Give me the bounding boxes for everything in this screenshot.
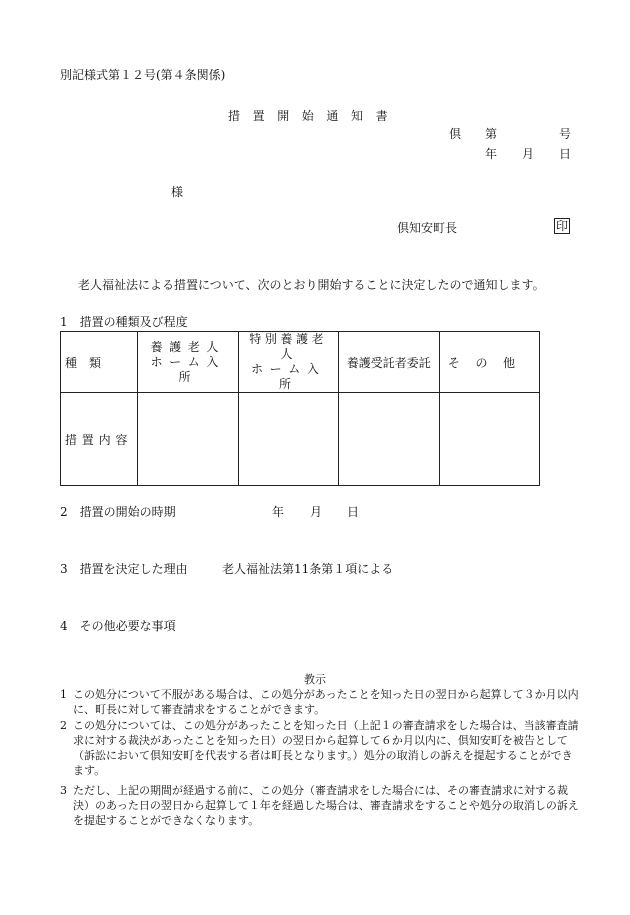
kyoji-item-3: [60, 783, 580, 828]
kyoji-item-num: 1: [60, 688, 67, 701]
cell-special-content: [238, 393, 339, 486]
row-label-type-text: 種 類: [65, 355, 102, 370]
sender-name: 倶知安町長: [397, 221, 458, 235]
section4-heading: 4 その他必要な事項: [60, 619, 176, 633]
kyoji-item-num: 3: [60, 784, 67, 797]
addressee-suffix: 様: [171, 185, 184, 199]
date-day: 日: [559, 147, 572, 161]
kyoji-item-text: この処分については、この処分があったことを知った日（上記１の審査請求をした場合は、当該審査請求に対する裁決があったことを知った日）の翌日から起算して６か月以内に、倶知安町を被告として（訴訟において倶知安町を代表する者は町長となります。）処分の取消しの訴えを提起することができます。: [73, 719, 579, 777]
kyoji-item-text: ただし、上記の期間が経過する前に、この処分（審査請求をした場合には、その審査請求に対する裁決）のあった日の翌日から起算して１年を経過した場合は、審査請求をすることや処分の取消しの訴えを提起することができなくなります。: [73, 784, 579, 827]
col-foster-care: 養護受託者委託: [339, 332, 440, 393]
section2-year: 年: [272, 505, 285, 519]
kyoji-item-text: この処分について不服がある場合は、この処分があったことを知った日の翌日から起算して３か月以内に、町長に対して審査請求をすることができます。: [73, 688, 579, 716]
date-year: 年: [485, 147, 498, 161]
section3-heading: 3 措置を決定した理由: [60, 562, 188, 576]
col-special-line2: ホーム入所: [251, 362, 326, 391]
section2-day: 日: [347, 505, 360, 519]
date-month: 月: [522, 147, 535, 161]
section2-heading: 2 措置の開始の時期: [60, 505, 176, 519]
col-nursing-line1: 養護老人: [150, 339, 225, 354]
ref-dai: 第: [485, 127, 498, 141]
col-special-nursing-home: [238, 332, 339, 393]
section1-heading: 1 措置の種類及び程度: [60, 315, 188, 329]
cell-nursing-content: [138, 393, 239, 486]
kyoji-title: 教示: [304, 673, 326, 686]
col-other: その他: [439, 332, 540, 393]
ref-go: 号: [559, 127, 572, 141]
col-special-line1: 特別養護老人: [249, 332, 328, 361]
cell-foster-content: [339, 393, 440, 486]
kyoji-item-num: 2: [60, 719, 67, 732]
kyoji-item-1: [60, 687, 580, 717]
section3-reason: 老人福祉法第11条第１項による: [222, 562, 394, 576]
ref-prefix: 倶: [449, 127, 462, 141]
cell-other-content: [439, 393, 540, 486]
seal-mark: 印: [556, 219, 569, 233]
col-nursing-line2: ホーム入所: [150, 354, 225, 384]
kyoji-item-2: [60, 718, 580, 778]
measures-table: [60, 331, 540, 486]
row-label-type: [61, 332, 138, 393]
row-label-content: 措置内容: [61, 393, 138, 486]
col-nursing-home: [138, 332, 239, 393]
intro-text: 老人福祉法による措置について、次のとおり開始することに決定したので通知します。: [78, 278, 545, 292]
section2-month: 月: [310, 505, 323, 519]
document-title: 措置開始通知書: [228, 109, 401, 123]
form-label: 別記様式第１２号(第４条関係): [60, 68, 226, 82]
